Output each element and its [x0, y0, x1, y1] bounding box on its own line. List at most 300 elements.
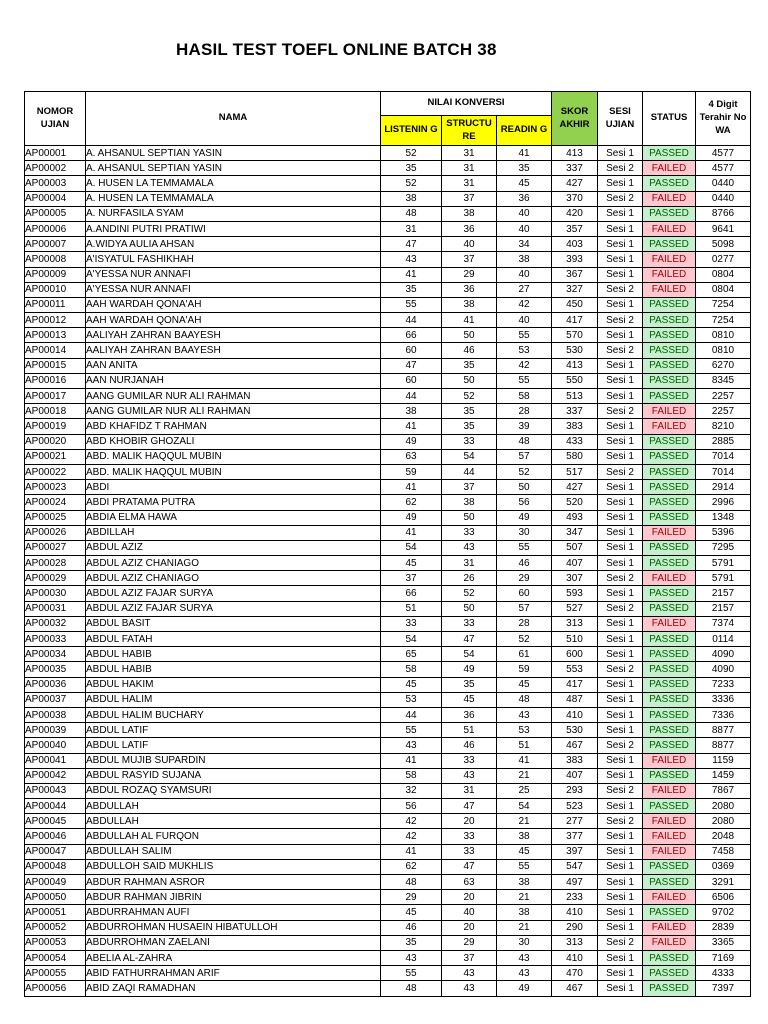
page-title: HASIL TEST TOEFL ONLINE BATCH 38 [176, 40, 497, 59]
sesi-ujian-cell: Sesi 1 [598, 510, 643, 525]
skor-akhir-cell: 497 [552, 875, 598, 890]
header-skor-akhir: SKOR AKHIR [552, 92, 598, 146]
structure-cell: 29 [442, 935, 497, 950]
structure-cell: 46 [442, 738, 497, 753]
table-row [25, 768, 751, 783]
sesi-ujian-cell: Sesi 1 [598, 950, 643, 965]
structure-cell: 46 [442, 343, 497, 358]
listening-cell: 66 [381, 586, 442, 601]
nama-cell: ABDULLAH [86, 799, 381, 814]
status-cell: PASSED [643, 510, 696, 525]
nomor-ujian-cell: AP00032 [25, 616, 86, 631]
reading-cell: 21 [497, 890, 552, 905]
sesi-ujian-cell: Sesi 1 [598, 677, 643, 692]
table-row [25, 419, 751, 434]
nomor-ujian-cell: AP00006 [25, 221, 86, 236]
header-nama: NAMA [86, 92, 381, 146]
nama-cell: ABD. MALIK HAQQUL MUBIN [86, 449, 381, 464]
listening-cell: 31 [381, 221, 442, 236]
nama-cell: ABD KHAFIDZ T RAHMAN [86, 419, 381, 434]
skor-akhir-cell: 383 [552, 753, 598, 768]
nama-cell: A. HUSEN LA TEMMAMALA [86, 191, 381, 206]
digit-wa-cell: 8210 [696, 419, 751, 434]
sesi-ujian-cell: Sesi 2 [598, 343, 643, 358]
digit-wa-cell: 2914 [696, 480, 751, 495]
structure-cell: 43 [442, 540, 497, 555]
skor-akhir-cell: 383 [552, 419, 598, 434]
status-cell: FAILED [643, 783, 696, 798]
reading-cell: 48 [497, 692, 552, 707]
listening-cell: 60 [381, 343, 442, 358]
skor-akhir-cell: 470 [552, 966, 598, 981]
nomor-ujian-cell: AP00019 [25, 419, 86, 434]
listening-cell: 46 [381, 920, 442, 935]
nomor-ujian-cell: AP00027 [25, 540, 86, 555]
digit-wa-cell: 4090 [696, 662, 751, 677]
header-nomor-ujian: NOMOR UJIAN [25, 92, 86, 146]
sesi-ujian-cell: Sesi 1 [598, 525, 643, 540]
status-cell: FAILED [643, 890, 696, 905]
digit-wa-cell: 8877 [696, 738, 751, 753]
table-row [25, 950, 751, 965]
structure-cell: 31 [442, 146, 497, 161]
listening-cell: 37 [381, 571, 442, 586]
header-nilai-konversi: NILAI KONVERSI [381, 92, 552, 116]
structure-cell: 33 [442, 434, 497, 449]
nama-cell: ABDUL AZIZ [86, 540, 381, 555]
status-cell: FAILED [643, 252, 696, 267]
table-row [25, 981, 751, 996]
status-cell: FAILED [643, 571, 696, 586]
table-row [25, 161, 751, 176]
reading-cell: 56 [497, 495, 552, 510]
status-cell: PASSED [643, 313, 696, 328]
nama-cell: ABDURROHMAN HUSAEIN HIBATULLOH [86, 920, 381, 935]
nama-cell: ABDUR RAHMAN JIBRIN [86, 890, 381, 905]
table-row [25, 525, 751, 540]
nama-cell: ABDUL HALIM BUCHARY [86, 707, 381, 722]
skor-akhir-cell: 523 [552, 799, 598, 814]
nomor-ujian-cell: AP00016 [25, 373, 86, 388]
table-row [25, 616, 751, 631]
nama-cell: ABDUL HABIB [86, 647, 381, 662]
skor-akhir-cell: 410 [552, 905, 598, 920]
sesi-ujian-cell: Sesi 1 [598, 723, 643, 738]
digit-wa-cell: 4333 [696, 966, 751, 981]
nama-cell: ABDUL LATIF [86, 723, 381, 738]
digit-wa-cell: 2996 [696, 495, 751, 510]
nomor-ujian-cell: AP00011 [25, 297, 86, 312]
nama-cell: ABDUL LATIF [86, 738, 381, 753]
reading-cell: 49 [497, 510, 552, 525]
structure-cell: 36 [442, 282, 497, 297]
table-row [25, 297, 751, 312]
structure-cell: 31 [442, 176, 497, 191]
listening-cell: 58 [381, 662, 442, 677]
digit-wa-cell: 8766 [696, 206, 751, 221]
table-row [25, 692, 751, 707]
status-cell: FAILED [643, 829, 696, 844]
digit-wa-cell: 2080 [696, 799, 751, 814]
status-cell: PASSED [643, 601, 696, 616]
reading-cell: 57 [497, 449, 552, 464]
nomor-ujian-cell: AP00033 [25, 632, 86, 647]
digit-wa-cell: 2080 [696, 814, 751, 829]
sesi-ujian-cell: Sesi 1 [598, 434, 643, 449]
header-listening: LISTENIN G [381, 116, 442, 146]
table-row [25, 707, 751, 722]
structure-cell: 41 [442, 313, 497, 328]
nomor-ujian-cell: AP00029 [25, 571, 86, 586]
skor-akhir-cell: 417 [552, 313, 598, 328]
digit-wa-cell: 7458 [696, 844, 751, 859]
nomor-ujian-cell: AP00010 [25, 282, 86, 297]
digit-wa-cell: 1159 [696, 753, 751, 768]
structure-cell: 45 [442, 692, 497, 707]
table-row [25, 449, 751, 464]
listening-cell: 32 [381, 783, 442, 798]
sesi-ujian-cell: Sesi 1 [598, 692, 643, 707]
skor-akhir-cell: 520 [552, 495, 598, 510]
header-sesi-ujian: SESI UJIAN [598, 92, 643, 146]
skor-akhir-cell: 327 [552, 282, 598, 297]
listening-cell: 48 [381, 981, 442, 996]
nama-cell: ABDUL AZIZ FAJAR SURYA [86, 586, 381, 601]
status-cell: PASSED [643, 981, 696, 996]
skor-akhir-cell: 570 [552, 328, 598, 343]
nama-cell: A. HUSEN LA TEMMAMALA [86, 176, 381, 191]
listening-cell: 43 [381, 950, 442, 965]
listening-cell: 59 [381, 464, 442, 479]
listening-cell: 52 [381, 146, 442, 161]
sesi-ujian-cell: Sesi 1 [598, 859, 643, 874]
nama-cell: ABDURROHMAN ZAELANI [86, 935, 381, 950]
structure-cell: 50 [442, 601, 497, 616]
skor-akhir-cell: 337 [552, 404, 598, 419]
reading-cell: 45 [497, 176, 552, 191]
nama-cell: AANG GUMILAR NUR ALI RAHMAN [86, 389, 381, 404]
sesi-ujian-cell: Sesi 1 [598, 389, 643, 404]
table-row [25, 723, 751, 738]
structure-cell: 49 [442, 662, 497, 677]
nama-cell: ABDUL AZIZ CHANIAGO [86, 571, 381, 586]
table-row [25, 935, 751, 950]
digit-wa-cell: 0810 [696, 328, 751, 343]
reading-cell: 40 [497, 267, 552, 282]
sesi-ujian-cell: Sesi 1 [598, 480, 643, 495]
status-cell: PASSED [643, 206, 696, 221]
table-row [25, 920, 751, 935]
listening-cell: 29 [381, 890, 442, 905]
listening-cell: 52 [381, 176, 442, 191]
nama-cell: AALIYAH ZAHRAN BAAYESH [86, 343, 381, 358]
skor-akhir-cell: 547 [552, 859, 598, 874]
status-cell: PASSED [643, 373, 696, 388]
sesi-ujian-cell: Sesi 1 [598, 297, 643, 312]
table-row [25, 237, 751, 252]
digit-wa-cell: 3365 [696, 935, 751, 950]
table-row [25, 176, 751, 191]
status-cell: PASSED [643, 768, 696, 783]
sesi-ujian-cell: Sesi 1 [598, 707, 643, 722]
reading-cell: 48 [497, 434, 552, 449]
status-cell: PASSED [643, 738, 696, 753]
status-cell: PASSED [643, 449, 696, 464]
reading-cell: 40 [497, 206, 552, 221]
table-row [25, 510, 751, 525]
table-row [25, 844, 751, 859]
skor-akhir-cell: 403 [552, 237, 598, 252]
skor-akhir-cell: 410 [552, 950, 598, 965]
table-row [25, 389, 751, 404]
table-row [25, 282, 751, 297]
listening-cell: 43 [381, 738, 442, 753]
reading-cell: 38 [497, 905, 552, 920]
digit-wa-cell: 5396 [696, 525, 751, 540]
nomor-ujian-cell: AP00037 [25, 692, 86, 707]
status-cell: PASSED [643, 859, 696, 874]
structure-cell: 47 [442, 632, 497, 647]
table-row [25, 890, 751, 905]
structure-cell: 50 [442, 510, 497, 525]
listening-cell: 54 [381, 632, 442, 647]
nama-cell: ABDUL ROZAQ SYAMSURI [86, 783, 381, 798]
listening-cell: 63 [381, 449, 442, 464]
structure-cell: 51 [442, 723, 497, 738]
digit-wa-cell: 5791 [696, 571, 751, 586]
nama-cell: ABDUL HALIM [86, 692, 381, 707]
structure-cell: 54 [442, 647, 497, 662]
nama-cell: ABDURRAHMAN AUFI [86, 905, 381, 920]
sesi-ujian-cell: Sesi 2 [598, 404, 643, 419]
nama-cell: ABDUL HAKIM [86, 677, 381, 692]
nama-cell: AAN ANITA [86, 358, 381, 373]
sesi-ujian-cell: Sesi 1 [598, 966, 643, 981]
table-row [25, 206, 751, 221]
skor-akhir-cell: 513 [552, 389, 598, 404]
nomor-ujian-cell: AP00034 [25, 647, 86, 662]
reading-cell: 30 [497, 525, 552, 540]
status-cell: FAILED [643, 814, 696, 829]
sesi-ujian-cell: Sesi 1 [598, 556, 643, 571]
nama-cell: ABDULLOH SAID MUKHLIS [86, 859, 381, 874]
digit-wa-cell: 8345 [696, 373, 751, 388]
reading-cell: 39 [497, 419, 552, 434]
reading-cell: 46 [497, 556, 552, 571]
reading-cell: 52 [497, 464, 552, 479]
structure-cell: 33 [442, 525, 497, 540]
sesi-ujian-cell: Sesi 1 [598, 647, 643, 662]
nomor-ujian-cell: AP00045 [25, 814, 86, 829]
skor-akhir-cell: 550 [552, 373, 598, 388]
digit-wa-cell: 0804 [696, 282, 751, 297]
table-row [25, 221, 751, 236]
results-table [24, 91, 751, 997]
digit-wa-cell: 0114 [696, 632, 751, 647]
nomor-ujian-cell: AP00015 [25, 358, 86, 373]
status-cell: PASSED [643, 540, 696, 555]
structure-cell: 63 [442, 875, 497, 890]
status-cell: PASSED [643, 480, 696, 495]
skor-akhir-cell: 407 [552, 556, 598, 571]
nomor-ujian-cell: AP00053 [25, 935, 86, 950]
nomor-ujian-cell: AP00009 [25, 267, 86, 282]
sesi-ujian-cell: Sesi 1 [598, 586, 643, 601]
digit-wa-cell: 7014 [696, 464, 751, 479]
nomor-ujian-cell: AP00047 [25, 844, 86, 859]
digit-wa-cell: 4090 [696, 647, 751, 662]
sesi-ujian-cell: Sesi 1 [598, 221, 643, 236]
nomor-ujian-cell: AP00002 [25, 161, 86, 176]
status-cell: PASSED [643, 875, 696, 890]
structure-cell: 40 [442, 905, 497, 920]
digit-wa-cell: 9702 [696, 905, 751, 920]
nomor-ujian-cell: AP00054 [25, 950, 86, 965]
sesi-ujian-cell: Sesi 1 [598, 981, 643, 996]
status-cell: FAILED [643, 419, 696, 434]
sesi-ujian-cell: Sesi 1 [598, 237, 643, 252]
structure-cell: 43 [442, 768, 497, 783]
status-cell: FAILED [643, 616, 696, 631]
sesi-ujian-cell: Sesi 1 [598, 373, 643, 388]
skor-akhir-cell: 493 [552, 510, 598, 525]
structure-cell: 35 [442, 358, 497, 373]
table-row [25, 859, 751, 874]
nomor-ujian-cell: AP00040 [25, 738, 86, 753]
reading-cell: 45 [497, 677, 552, 692]
sesi-ujian-cell: Sesi 2 [598, 662, 643, 677]
nama-cell: ABID ZAQI RAMADHAN [86, 981, 381, 996]
reading-cell: 41 [497, 146, 552, 161]
listening-cell: 41 [381, 480, 442, 495]
nama-cell: ABDUL RASYID SUJANA [86, 768, 381, 783]
reading-cell: 55 [497, 328, 552, 343]
digit-wa-cell: 7295 [696, 540, 751, 555]
table-row [25, 556, 751, 571]
header-structure: STRUCTU RE [442, 116, 497, 146]
sesi-ujian-cell: Sesi 2 [598, 814, 643, 829]
nama-cell: A. NURFASILA SYAM [86, 206, 381, 221]
nomor-ujian-cell: AP00021 [25, 449, 86, 464]
sesi-ujian-cell: Sesi 2 [598, 161, 643, 176]
listening-cell: 43 [381, 252, 442, 267]
digit-wa-cell: 0804 [696, 267, 751, 282]
skor-akhir-cell: 553 [552, 662, 598, 677]
nama-cell: AANG GUMILAR NUR ALI RAHMAN [86, 404, 381, 419]
structure-cell: 31 [442, 161, 497, 176]
digit-wa-cell: 2257 [696, 389, 751, 404]
reading-cell: 42 [497, 358, 552, 373]
nomor-ujian-cell: AP00050 [25, 890, 86, 905]
table-row [25, 738, 751, 753]
table-row [25, 586, 751, 601]
nama-cell: ABID FATHURRAHMAN ARIF [86, 966, 381, 981]
skor-akhir-cell: 467 [552, 981, 598, 996]
nama-cell: ABDUL FATAH [86, 632, 381, 647]
nama-cell: ABDI [86, 480, 381, 495]
table-row [25, 753, 751, 768]
skor-akhir-cell: 593 [552, 586, 598, 601]
digit-wa-cell: 0369 [696, 859, 751, 874]
status-cell: PASSED [643, 464, 696, 479]
sesi-ujian-cell: Sesi 1 [598, 540, 643, 555]
table-row [25, 875, 751, 890]
digit-wa-cell: 3291 [696, 875, 751, 890]
listening-cell: 65 [381, 647, 442, 662]
status-cell: PASSED [643, 556, 696, 571]
nama-cell: A'YESSA NUR ANNAFI [86, 267, 381, 282]
digit-wa-cell: 0440 [696, 191, 751, 206]
structure-cell: 33 [442, 829, 497, 844]
nama-cell: ABD. MALIK HAQQUL MUBIN [86, 464, 381, 479]
structure-cell: 43 [442, 981, 497, 996]
nomor-ujian-cell: AP00020 [25, 434, 86, 449]
reading-cell: 49 [497, 981, 552, 996]
digit-wa-cell: 0810 [696, 343, 751, 358]
listening-cell: 35 [381, 282, 442, 297]
listening-cell: 41 [381, 753, 442, 768]
nama-cell: ABDUL AZIZ FAJAR SURYA [86, 601, 381, 616]
sesi-ujian-cell: Sesi 2 [598, 738, 643, 753]
nomor-ujian-cell: AP00048 [25, 859, 86, 874]
sesi-ujian-cell: Sesi 1 [598, 252, 643, 267]
status-cell: PASSED [643, 662, 696, 677]
skor-akhir-cell: 277 [552, 814, 598, 829]
status-cell: PASSED [643, 146, 696, 161]
table-row [25, 343, 751, 358]
nama-cell: ABDUL AZIZ CHANIAGO [86, 556, 381, 571]
structure-cell: 37 [442, 480, 497, 495]
sesi-ujian-cell: Sesi 1 [598, 799, 643, 814]
nomor-ujian-cell: AP00031 [25, 601, 86, 616]
nomor-ujian-cell: AP00049 [25, 875, 86, 890]
nama-cell: ABDUL BASIT [86, 616, 381, 631]
digit-wa-cell: 2839 [696, 920, 751, 935]
status-cell: PASSED [643, 647, 696, 662]
table-row [25, 632, 751, 647]
nomor-ujian-cell: AP00012 [25, 313, 86, 328]
status-cell: PASSED [643, 237, 696, 252]
table-row [25, 146, 751, 161]
sesi-ujian-cell: Sesi 1 [598, 419, 643, 434]
status-cell: FAILED [643, 935, 696, 950]
status-cell: PASSED [643, 632, 696, 647]
status-cell: PASSED [643, 343, 696, 358]
reading-cell: 42 [497, 297, 552, 312]
table-row [25, 480, 751, 495]
sesi-ujian-cell: Sesi 1 [598, 267, 643, 282]
sesi-ujian-cell: Sesi 2 [598, 313, 643, 328]
skor-akhir-cell: 413 [552, 146, 598, 161]
structure-cell: 20 [442, 920, 497, 935]
listening-cell: 53 [381, 692, 442, 707]
structure-cell: 52 [442, 389, 497, 404]
nama-cell: ABDULLAH AL FURQON [86, 829, 381, 844]
reading-cell: 53 [497, 343, 552, 358]
skor-akhir-cell: 467 [552, 738, 598, 753]
skor-akhir-cell: 600 [552, 647, 598, 662]
nomor-ujian-cell: AP00039 [25, 723, 86, 738]
skor-akhir-cell: 337 [552, 161, 598, 176]
structure-cell: 35 [442, 677, 497, 692]
table-row [25, 252, 751, 267]
listening-cell: 62 [381, 495, 442, 510]
reading-cell: 41 [497, 753, 552, 768]
nomor-ujian-cell: AP00023 [25, 480, 86, 495]
nama-cell: A'ISYATUL FASHIKHAH [86, 252, 381, 267]
nama-cell: ABDI PRATAMA PUTRA [86, 495, 381, 510]
nomor-ujian-cell: AP00001 [25, 146, 86, 161]
